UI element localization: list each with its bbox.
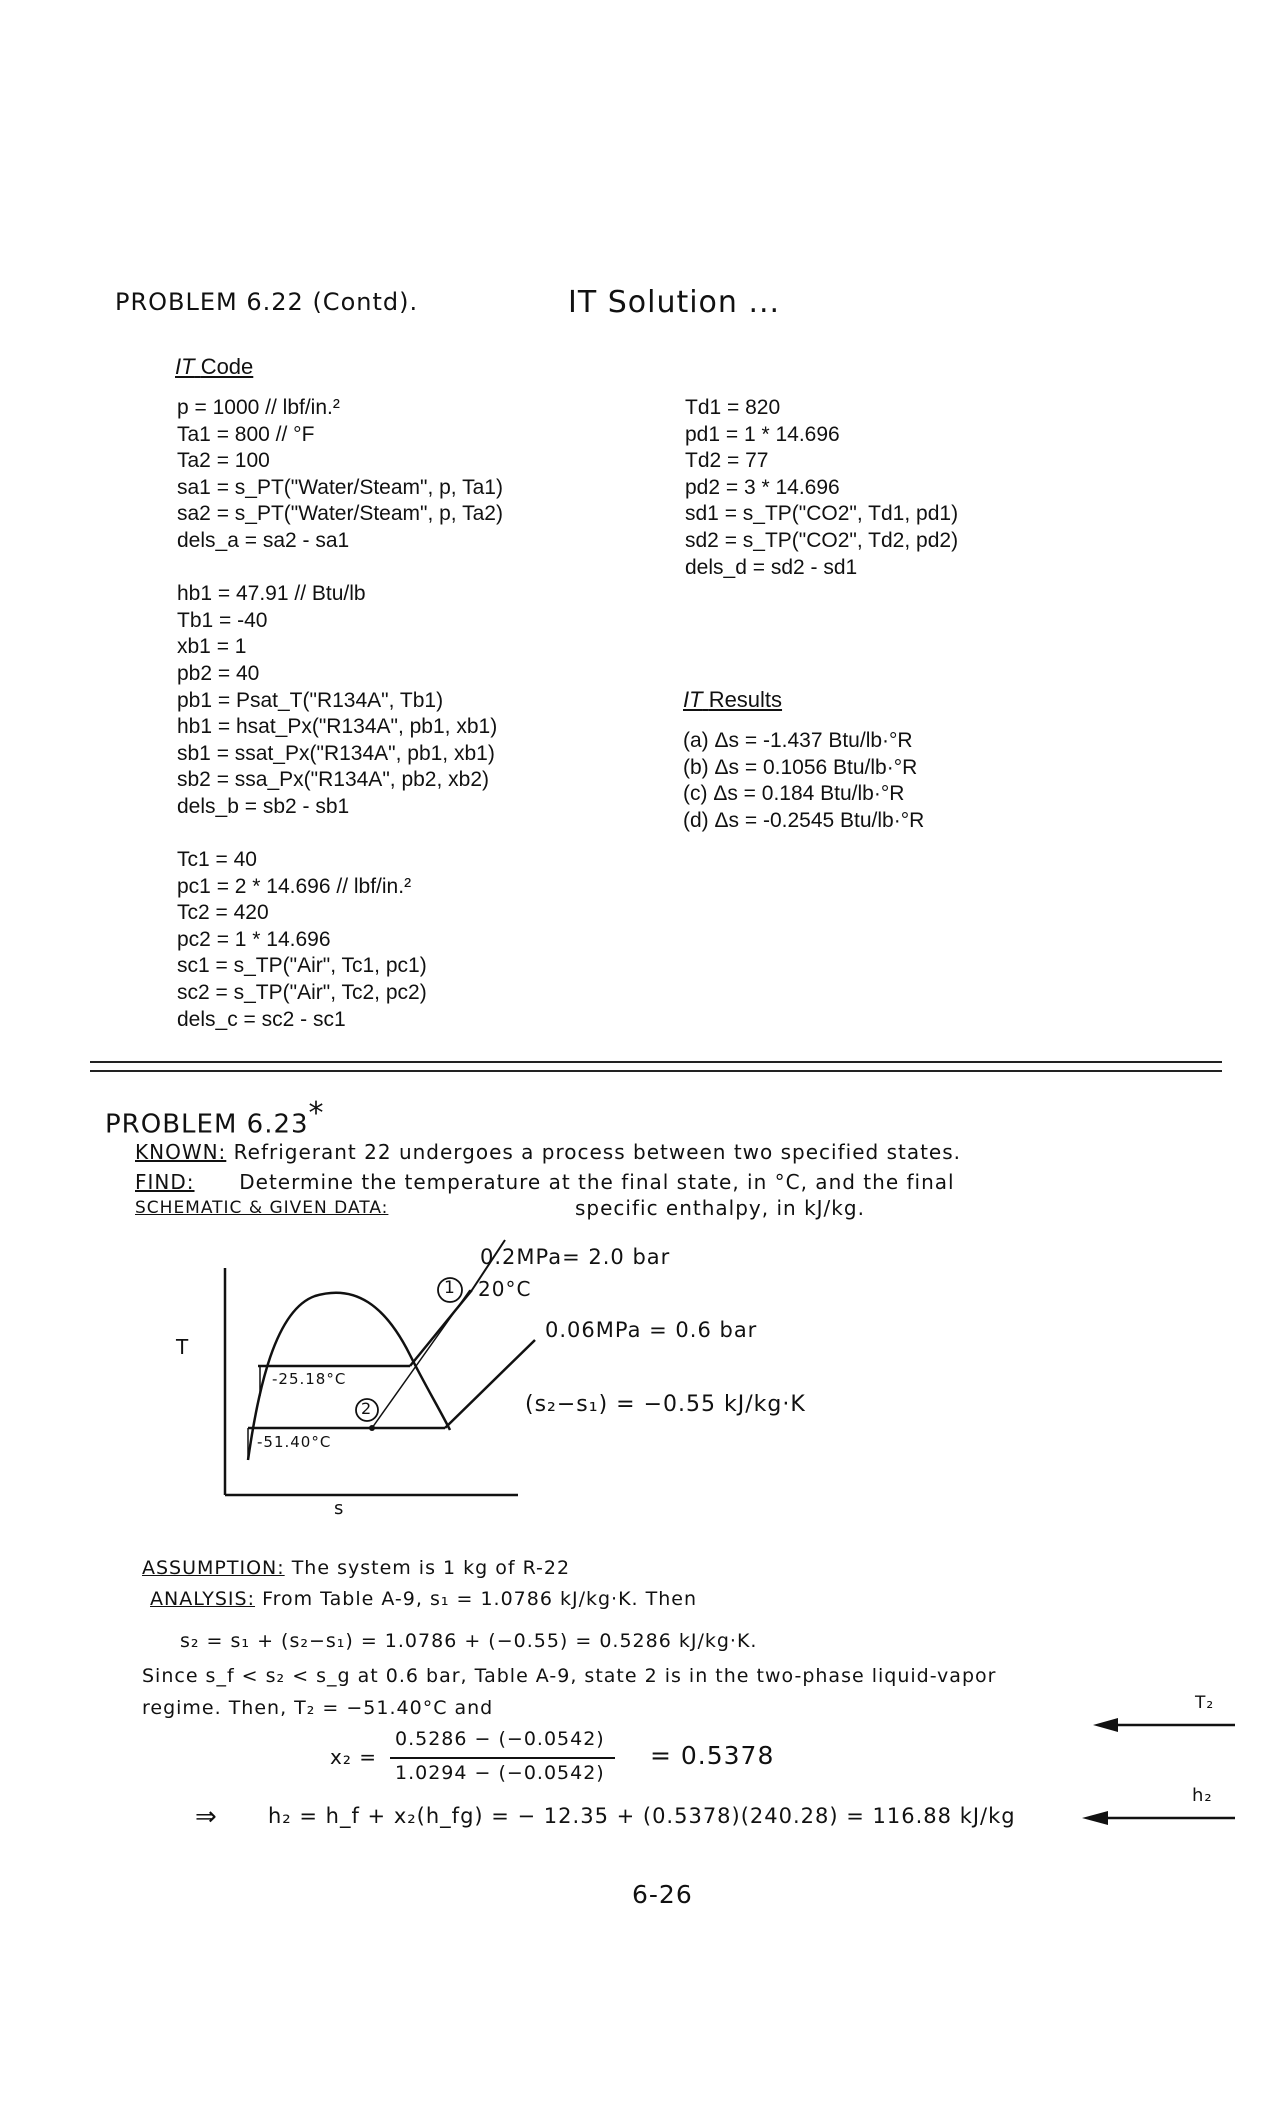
code-line: pc2 = 1 * 14.696 (177, 927, 331, 951)
result-line: (a) Δs = -1.437 Btu/lb·°R (683, 729, 913, 752)
regime-line: regime. Then, T₂ = −51.40°C and (142, 1697, 494, 1719)
x2-numerator: 0.5286 − (−0.0542) (395, 1728, 605, 1750)
find-text-continued: specific enthalpy, in kJ/kg. (575, 1196, 865, 1220)
code-line: Tb1 = -40 (177, 608, 268, 632)
assumption-text: The system is 1 kg of R-22 (291, 1557, 571, 1579)
code-line: xb1 = 1 (177, 635, 247, 659)
result-line: (b) Δs = 0.1056 Btu/lb·°R (683, 755, 918, 779)
code-line: dels_c = sc2 - sc1 (177, 1007, 346, 1031)
t2-marker: T₂ (1195, 1693, 1215, 1713)
known-text: Refrigerant 22 undergoes a process between two specified states. (233, 1140, 962, 1164)
code-line: Td1 = 820 (685, 396, 781, 419)
code-line: dels_d = sd2 - sd1 (685, 555, 858, 579)
h2-equation: h₂ = h_f + x₂(h_fg) = − 12.35 + (0.5378)(240.28) = 116.88 kJ/kg (268, 1804, 1016, 1828)
analysis-label: ANALYSIS: (150, 1588, 256, 1610)
code-line: sa2 = s_PT("Water/Steam", p, Ta2) (177, 502, 503, 526)
diagram-p1-label: 0.2MPa= 2.0 bar (480, 1245, 671, 1269)
code-line: p = 1000 // lbf/in.² (177, 396, 340, 419)
analysis-text: From Table A-9, s₁ = 1.0786 kJ/kg·K. Then (262, 1588, 698, 1610)
code-line: hb1 = hsat_Px("R134A", pb1, xb1) (177, 715, 498, 739)
star-mark: * (308, 1096, 325, 1131)
t2-marker-arrow-head (1093, 1718, 1118, 1732)
process-line (372, 1290, 470, 1428)
code-heading-text: Code (200, 354, 254, 379)
known-label: KNOWN: (135, 1140, 227, 1164)
code-heading-it: IT (175, 354, 195, 379)
diagram-axis-t: T (176, 1335, 190, 1359)
code-line: sa1 = s_PT("Water/Steam", p, Ta1) (177, 475, 503, 499)
code-line: sd2 = s_TP("CO2", Td2, pd2) (685, 528, 959, 552)
h2-marker-arrow-head (1082, 1811, 1108, 1825)
problem-623-title-text: PROBLEM 6.23 (105, 1109, 309, 1140)
code-line: Tc1 = 40 (177, 848, 257, 872)
code-line: dels_a = sa2 - sa1 (177, 528, 350, 552)
analysis-line (150, 1588, 697, 1610)
assumption-label: ASSUMPTION: (142, 1557, 285, 1579)
diagram-ds-label: (s₂−s₁) = −0.55 kJ/kg·K (525, 1392, 806, 1417)
code-line: Ta1 = 800 // °F (177, 422, 315, 446)
h2-marker: h₂ (1192, 1785, 1213, 1806)
code-line: sc1 = s_TP("Air", Tc1, pc1) (177, 954, 427, 978)
result-line: (d) Δs = -0.2545 Btu/lb·°R (683, 808, 925, 832)
find-text: Determine the temperature at the final state, in °C, and the final (239, 1170, 955, 1194)
diagram-axis-s: s (334, 1498, 345, 1519)
code-line: Td2 = 77 (685, 449, 769, 473)
code-line: sc2 = s_TP("Air", Tc2, pc2) (177, 981, 427, 1005)
diagram-t-upper: -25.18°C (272, 1370, 347, 1388)
code-line: pd1 = 1 * 14.696 (685, 422, 840, 446)
since-line: Since s_f < s₂ < s_g at 0.6 bar, Table A-9, state 2 is in the two-phase liquid-vapor (142, 1665, 997, 1687)
code-line: pb1 = Psat_T("R134A", Tb1) (177, 688, 444, 712)
find-label: FIND: (135, 1170, 195, 1194)
problem-title: PROBLEM 6.22 (Contd). (115, 288, 419, 316)
assumption-line (142, 1557, 570, 1579)
code-line: pc1 = 2 * 14.696 // lbf/in.² (177, 874, 412, 898)
code-line: pd2 = 3 * 14.696 (685, 475, 840, 499)
diagram-t-lower: -51.40°C (257, 1433, 332, 1451)
schematic-label: SCHEMATIC & GIVEN DATA: (135, 1198, 389, 1218)
code-line: dels_b = sb2 - sb1 (177, 794, 350, 818)
x2-denominator: 1.0294 − (−0.0542) (395, 1762, 605, 1784)
diagram-t1-label: 20°C (478, 1277, 532, 1301)
diagram-p2-label: 0.06MPa = 0.6 bar (545, 1318, 758, 1342)
x2-result: = 0.5378 (650, 1741, 775, 1770)
equation-s2: s₂ = s₁ + (s₂−s₁) = 1.0786 + (−0.55) = 0.5286 kJ/kg·K. (180, 1630, 758, 1652)
code-line: pb2 = 40 (177, 661, 260, 685)
x2-label: x₂ = (330, 1745, 377, 1769)
code-line: Ta2 = 100 (177, 449, 270, 473)
code-line: hb1 = 47.91 // Btu/lb (177, 582, 366, 606)
code-line: sd1 = s_TP("CO2", Td1, pd1) (685, 502, 959, 526)
code-line: Tc2 = 420 (177, 901, 269, 925)
h2-implies-arrow: ⇒ (195, 1802, 218, 1832)
diagram-state2-label: 2 (361, 1399, 373, 1418)
results-heading-text: Results (708, 687, 783, 712)
diagram-state1-label: 1 (444, 1278, 456, 1298)
result-line: (c) Δs = 0.184 Btu/lb·°R (683, 782, 905, 806)
solution-subtitle: IT Solution ... (568, 285, 781, 320)
state-2-point (369, 1425, 375, 1431)
code-line: sb1 = ssat_Px("R134A", pb1, xb1) (177, 741, 495, 765)
isobar-lower (445, 1340, 535, 1428)
page-number: 6-26 (632, 1880, 693, 1909)
results-heading-it: IT (683, 687, 703, 712)
code-line: sb2 = ssa_Px("R134A", pb2, xb2) (177, 768, 489, 792)
